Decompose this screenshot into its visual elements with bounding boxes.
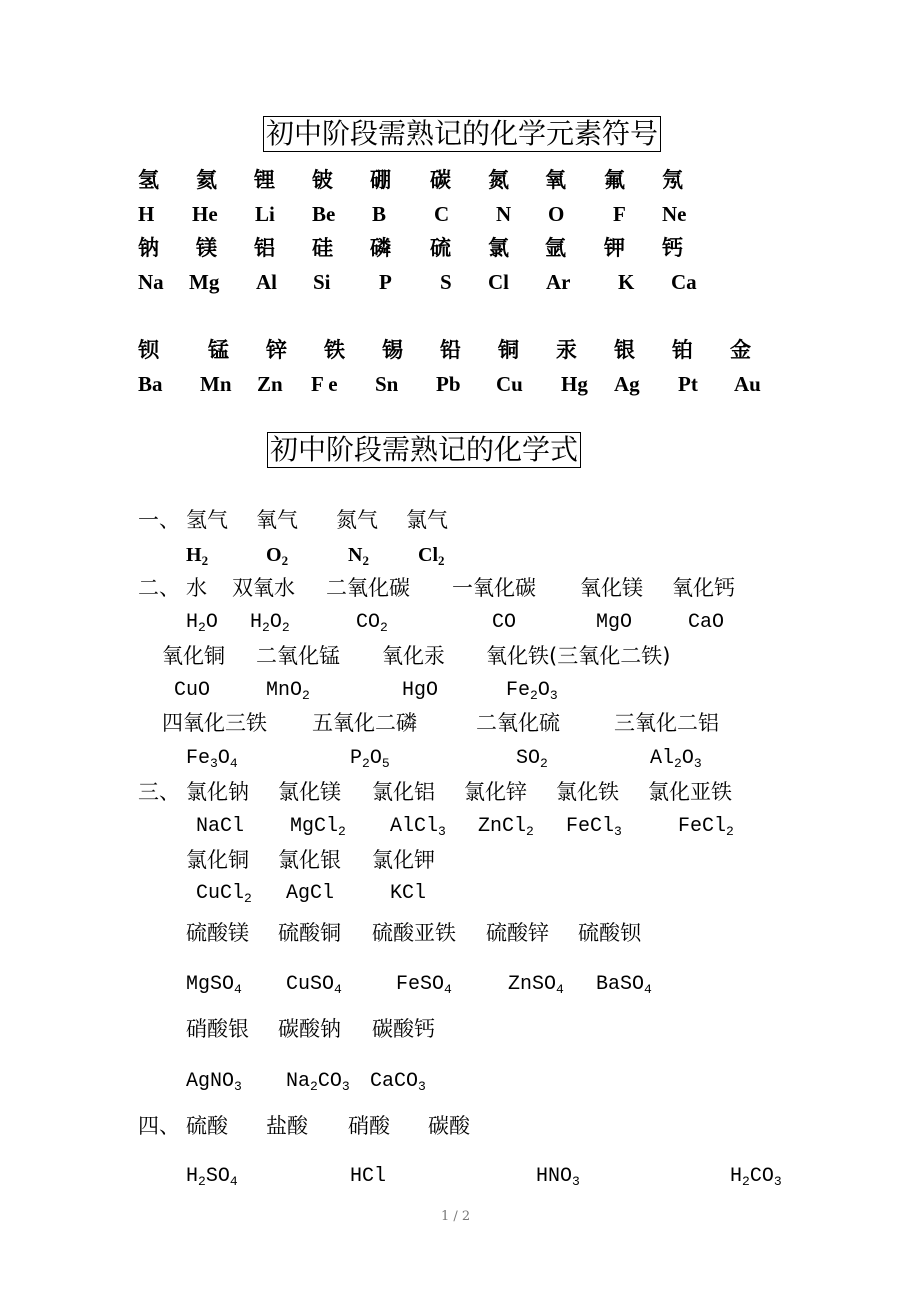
element-name: 铜 — [498, 338, 519, 362]
formula-subscript: 4 — [556, 982, 564, 997]
chemical-formula — [186, 542, 208, 568]
formula-subscript: 2 — [540, 756, 548, 771]
section-number: 四、 — [138, 1114, 180, 1138]
element-symbol: Zn — [257, 372, 283, 396]
element-name: 氟 — [604, 168, 625, 192]
chemical-formula — [688, 610, 724, 636]
formula-part: HCl — [350, 1165, 387, 1188]
formula-part: CaCO — [370, 1070, 419, 1093]
element-name: 钡 — [138, 338, 159, 362]
compound-name: 硝酸银 — [186, 1017, 249, 1041]
formula-part: FeSO — [396, 973, 445, 996]
section-number: 一、 — [138, 508, 180, 532]
title-element-symbols: 初中阶段需熟记的化学元素符号 — [263, 116, 661, 152]
formula-subscript: 2 — [438, 553, 445, 568]
formula-subscript: 3 — [234, 1079, 242, 1094]
chemical-formula — [370, 1069, 426, 1095]
element-name: 锂 — [254, 168, 275, 192]
compound-name: 二氧化锰 — [256, 644, 340, 668]
compound-name: 一氧化碳 — [452, 576, 536, 600]
formula-subscript: 2 — [201, 553, 209, 568]
compound-name: 五氧化二磷 — [312, 711, 417, 735]
formula-part: H — [186, 611, 199, 634]
formula-subscript: 3 — [773, 1174, 782, 1189]
compound-name: 二氧化碳 — [326, 576, 410, 600]
element-symbol: N — [496, 202, 512, 226]
formula-subscript: 2 — [281, 553, 289, 568]
element-name: 镁 — [196, 236, 217, 260]
element-symbol: O — [548, 202, 565, 226]
compound-name: 氯化铝 — [372, 780, 435, 804]
formula-part: Cl — [418, 544, 438, 566]
element-name: 锡 — [382, 338, 403, 362]
chemical-formula — [186, 1164, 238, 1190]
chemical-formula — [536, 1164, 580, 1190]
compound-name: 氯化铜 — [186, 848, 249, 872]
compound-name: 硫酸 — [186, 1114, 228, 1138]
chemical-formula — [196, 814, 244, 840]
element-symbol: Na — [138, 270, 164, 294]
compound-name: 硫酸亚铁 — [372, 921, 456, 945]
element-symbol: Ar — [546, 270, 571, 294]
compound-name: 二氧化硫 — [476, 711, 560, 735]
formula-part: O — [681, 747, 694, 770]
formula-subscript: 2 — [526, 824, 534, 839]
page-indicator: 1 / 2 — [441, 1209, 471, 1224]
formula-part: FeCl — [678, 815, 727, 838]
element-name: 铂 — [672, 338, 693, 362]
formula-part: O — [205, 611, 218, 634]
compound-name: 硫酸铜 — [278, 921, 341, 945]
formula-part: H — [250, 611, 263, 634]
formula-subscript: 2 — [362, 553, 369, 568]
formula-subscript: 4 — [229, 756, 238, 771]
compound-name: 氯化钾 — [372, 848, 435, 872]
formula-part: NaCl — [196, 815, 245, 838]
formula-part: P — [350, 747, 363, 770]
chemical-formula — [186, 972, 242, 998]
chemical-formula — [250, 610, 290, 636]
compound-name: 氧化铜 — [162, 644, 225, 668]
formula-subscript: 4 — [334, 982, 342, 997]
formula-part: H — [186, 1165, 199, 1188]
chemical-formula — [350, 746, 390, 772]
element-symbol: Be — [312, 202, 336, 226]
element-symbol: Cl — [488, 270, 509, 294]
formula-part: O — [369, 747, 382, 770]
formula-part: BaSO — [596, 973, 645, 996]
formula-part: O — [266, 544, 282, 566]
element-symbol: C — [434, 202, 450, 226]
compound-name: 氯化铁 — [556, 780, 619, 804]
formula-part: H — [730, 1165, 743, 1188]
formula-subscript: 2 — [281, 620, 290, 635]
formula-part: CO — [492, 611, 517, 634]
element-symbol: K — [618, 270, 635, 294]
formula-subscript: 3 — [572, 1174, 580, 1189]
element-symbol: Al — [256, 270, 277, 294]
chemical-formula — [596, 972, 652, 998]
formula-part: ZnSO — [508, 973, 557, 996]
formula-subscript: 5 — [381, 756, 390, 771]
element-name: 铍 — [312, 168, 333, 192]
compound-name: 氯化锌 — [464, 780, 527, 804]
element-symbol: Mn — [200, 372, 232, 396]
compound-name: 氮气 — [336, 508, 378, 532]
formula-part: CaO — [688, 611, 725, 634]
element-symbol: S — [440, 270, 452, 294]
element-symbol: Au — [734, 372, 761, 396]
compound-name: 硫酸镁 — [186, 921, 249, 945]
formula-part: SO — [205, 1165, 230, 1188]
compound-name: 盐酸 — [266, 1114, 308, 1138]
element-name: 锌 — [266, 338, 287, 362]
formula-part: CuCl — [196, 882, 245, 905]
formula-part: Na — [286, 1070, 311, 1093]
formula-subscript: 3 — [614, 824, 622, 839]
formula-subscript: 4 — [234, 982, 242, 997]
chemical-formula — [186, 1069, 242, 1095]
formula-subscript: 3 — [418, 1079, 426, 1094]
formula-part: H — [186, 544, 202, 566]
element-symbol: F e — [311, 372, 338, 396]
element-symbol: Ba — [138, 372, 163, 396]
element-name: 碳 — [430, 168, 451, 192]
formula-subscript: 2 — [262, 620, 270, 635]
chemical-formula — [348, 542, 369, 568]
formula-part: CO — [356, 611, 381, 634]
element-name: 锰 — [208, 338, 229, 362]
chemical-formula — [266, 678, 310, 704]
formula-part: SO — [516, 747, 541, 770]
formula-part: FeCl — [566, 815, 615, 838]
formula-subscript: 3 — [549, 688, 558, 703]
element-name: 汞 — [556, 338, 577, 362]
element-name: 氖 — [662, 168, 683, 192]
chemical-formula — [492, 610, 516, 636]
formula-subscript: 3 — [341, 1079, 350, 1094]
chemical-formula — [566, 814, 622, 840]
chemical-formula — [730, 1164, 782, 1190]
chemical-formula — [678, 814, 734, 840]
formula-subscript: 4 — [444, 982, 452, 997]
element-symbol: Ag — [614, 372, 640, 396]
element-name: 氦 — [196, 168, 217, 192]
element-symbol: P — [379, 270, 392, 294]
chemical-formula — [396, 972, 452, 998]
element-name: 氯 — [488, 236, 509, 260]
chemical-formula — [596, 610, 632, 636]
compound-name: 氯化银 — [278, 848, 341, 872]
element-symbol: Hg — [561, 372, 588, 396]
formula-part: Fe — [506, 679, 531, 702]
title-chemical-formulas: 初中阶段需熟记的化学式 — [267, 432, 581, 468]
element-symbol: Ne — [662, 202, 687, 226]
compound-name: 氢气 — [186, 508, 228, 532]
chemical-formula — [196, 881, 252, 907]
formula-part: HNO — [536, 1165, 573, 1188]
element-symbol: Ca — [671, 270, 697, 294]
chemical-formula — [286, 1069, 350, 1095]
formula-subscript: 2 — [198, 1174, 206, 1189]
formula-part: MgO — [596, 611, 633, 634]
compound-name: 碳酸 — [428, 1114, 470, 1138]
element-name: 氩 — [545, 236, 566, 260]
formula-part: Fe — [186, 747, 211, 770]
chemical-formula — [508, 972, 564, 998]
formula-subscript: 4 — [229, 1174, 238, 1189]
compound-name: 氧化镁 — [580, 576, 643, 600]
chemical-formula — [516, 746, 548, 772]
element-name: 氧 — [545, 168, 566, 192]
compound-name: 氯气 — [406, 508, 448, 532]
formula-subscript: 3 — [438, 824, 446, 839]
compound-name: 氯化钠 — [186, 780, 249, 804]
compound-name: 氧化钙 — [672, 576, 735, 600]
element-name: 铁 — [324, 338, 345, 362]
formula-part: MgSO — [186, 973, 235, 996]
chemical-formula — [186, 746, 238, 772]
formula-subscript: 2 — [380, 620, 388, 635]
chemical-formula — [506, 678, 558, 704]
compound-name: 碳酸钠 — [278, 1017, 341, 1041]
formula-part: CuSO — [286, 973, 335, 996]
formula-part: N — [348, 544, 363, 566]
element-symbol: Si — [313, 270, 331, 294]
compound-name: 四氧化三铁 — [162, 711, 267, 735]
element-name: 氮 — [488, 168, 509, 192]
compound-name: 氧化汞 — [382, 644, 445, 668]
element-name: 金 — [730, 338, 751, 362]
element-symbol: F — [613, 202, 626, 226]
compound-name: 三氧化二铝 — [614, 711, 719, 735]
chemical-formula — [286, 972, 342, 998]
chemical-formula — [478, 814, 534, 840]
compound-name: 硫酸锌 — [486, 921, 549, 945]
formula-part: MnO — [266, 679, 303, 702]
formula-subscript: 2 — [310, 1079, 318, 1094]
formula-part: CO — [317, 1070, 342, 1093]
formula-subscript: 2 — [362, 756, 370, 771]
chemical-formula — [402, 678, 438, 704]
chemical-formula — [350, 1164, 386, 1190]
compound-name: 氧气 — [256, 508, 298, 532]
formula-part: CuO — [174, 679, 211, 702]
chemical-formula — [356, 610, 388, 636]
element-symbol: H — [138, 202, 155, 226]
formula-subscript: 2 — [198, 620, 206, 635]
chemical-formula — [390, 881, 426, 907]
formula-subscript: 2 — [530, 688, 538, 703]
chemical-formula — [650, 746, 702, 772]
element-symbol: Pb — [436, 372, 461, 396]
element-symbol: Sn — [375, 372, 399, 396]
formula-part: ZnCl — [478, 815, 527, 838]
compound-name: 氧化铁(三氧化二铁) — [486, 644, 671, 668]
element-symbol: Cu — [496, 372, 523, 396]
element-name: 硫 — [430, 236, 451, 260]
formula-part: O — [537, 679, 550, 702]
element-name: 钙 — [662, 236, 683, 260]
formula-part: AgCl — [286, 882, 335, 905]
formula-subscript: 4 — [644, 982, 652, 997]
compound-name: 氯化镁 — [278, 780, 341, 804]
formula-subscript: 2 — [726, 824, 734, 839]
formula-part: HgO — [402, 679, 439, 702]
formula-part: CO — [749, 1165, 774, 1188]
compound-name: 双氧水 — [232, 576, 295, 600]
compound-name: 碳酸钙 — [372, 1017, 435, 1041]
formula-part: KCl — [390, 882, 427, 905]
chemical-formula — [266, 542, 288, 568]
formula-part: Al — [650, 747, 675, 770]
formula-subscript: 2 — [674, 756, 682, 771]
formula-subscript: 2 — [244, 891, 252, 906]
formula-part: O — [217, 747, 230, 770]
compound-name: 水 — [186, 576, 207, 600]
section-number: 二、 — [138, 576, 180, 600]
element-name: 氢 — [138, 168, 159, 192]
element-name: 钾 — [604, 236, 625, 260]
formula-subscript: 2 — [338, 824, 346, 839]
element-symbol: Li — [255, 202, 275, 226]
element-name: 硼 — [370, 168, 391, 192]
element-name: 磷 — [370, 236, 391, 260]
section-number: 三、 — [138, 780, 180, 804]
chemical-formula — [418, 542, 445, 568]
formula-subscript: 2 — [742, 1174, 750, 1189]
element-symbol: B — [372, 202, 387, 226]
formula-part: MgCl — [290, 815, 339, 838]
formula-part: AlCl — [390, 815, 439, 838]
formula-part: AgNO — [186, 1070, 235, 1093]
compound-name: 氯化亚铁 — [648, 780, 732, 804]
chemical-formula — [286, 881, 334, 907]
element-symbol: Pt — [678, 372, 698, 396]
chemical-formula — [290, 814, 346, 840]
compound-name: 硝酸 — [348, 1114, 390, 1138]
element-symbol: He — [192, 202, 218, 226]
element-name: 铅 — [440, 338, 461, 362]
element-name: 硅 — [312, 236, 333, 260]
element-name: 钠 — [138, 236, 159, 260]
chemical-formula — [174, 678, 210, 704]
element-name: 银 — [614, 338, 635, 362]
chemical-formula — [186, 610, 218, 636]
element-symbol: Mg — [189, 270, 220, 294]
element-name: 铝 — [254, 236, 275, 260]
compound-name: 硫酸钡 — [578, 921, 641, 945]
chemical-formula — [390, 814, 446, 840]
formula-subscript: 2 — [302, 688, 310, 703]
formula-part: O — [269, 611, 282, 634]
formula-subscript: 3 — [693, 756, 702, 771]
formula-subscript: 3 — [210, 756, 218, 771]
